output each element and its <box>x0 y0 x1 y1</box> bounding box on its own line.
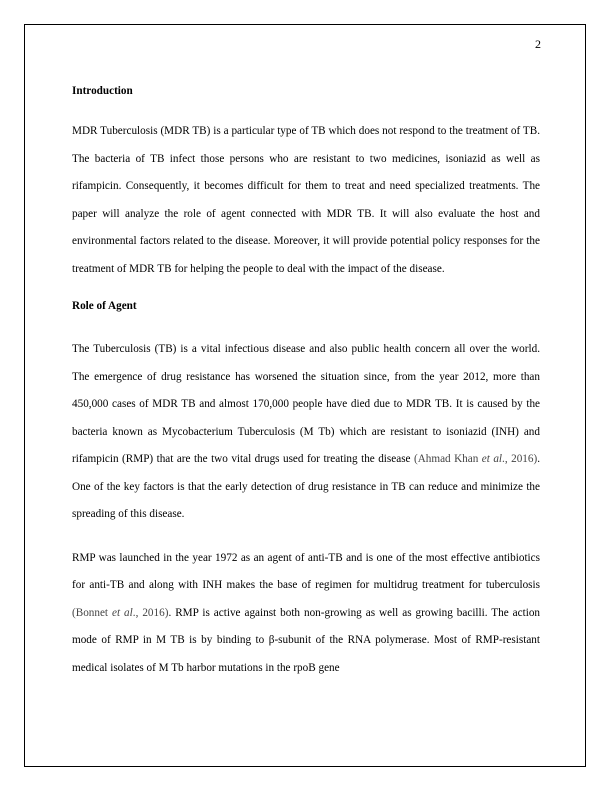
role-of-agent-heading: Role of Agent <box>72 300 137 312</box>
document-body <box>72 84 540 682</box>
role-of-agent-paragraph-1 <box>72 336 540 529</box>
paragraph-text: RMP was launched in the year 1972 as an agent of anti-TB and is one of the most effective antibiotics for anti-TB and along with INH makes the base of regimen for multidrug treatment for tuberculosis <box>72 551 540 591</box>
citation-et-al: et al <box>481 453 503 465</box>
citation <box>414 453 537 465</box>
page-number: 2 <box>535 37 541 51</box>
citation-author: (Ahmad Khan <box>413 453 482 465</box>
citation-author: (Bonnet <box>72 606 113 619</box>
introduction-heading: Introduction <box>72 85 133 97</box>
paragraph-text: The Tuberculosis (TB) is a vital infectious disease and also public health concern all over the world. The emergence of drug resistance has worsened the situation since, from the year 2012, more than 450,000 cases of MDR TB and almost 170,000 people have died due to MDR TB. It is caused by the bacteria known as Mycobacterium Tuberculosis (M Tb) which are resistant to isoniazid (INH) and rifampicin (RMP) that are the two vital drugs used for treating the disease <box>72 343 540 465</box>
citation-year: ., 2016) <box>132 606 169 619</box>
citation-et-al: et al <box>112 606 133 619</box>
citation-year: ., 2016) <box>502 453 538 465</box>
paragraph-text: . One of the key factors is that the early detection of drug resistance in TB can reduce and minimize the spreading of this disease. <box>72 453 540 520</box>
paragraph-text: . RMP is active against both non-growing as well as growing bacilli. The action mode of RMP in M TB is by binding to β-subunit of the RNA polymerase. Most of RMP-resistant medical isolates of M Tb harbor mutations in the rpoB gene <box>72 606 541 674</box>
citation <box>72 607 168 619</box>
introduction-paragraph: MDR Tuberculosis (MDR TB) is a particular type of TB which does not respond to the treatment of TB. The bacteria of TB infect those persons who are resistant to two medicines, isoniazid as well as rifampicin. Consequently, it becomes difficult for them to treat and need specialized treatments. The paper will analyze the role of agent connected with MDR TB. It will also evaluate the host and environmental factors related to the disease. Moreover, it will provide potential policy responses for the treatment of MDR TB for helping the people to deal with the impact of the disease. <box>72 125 540 275</box>
role-of-agent-paragraph-2 <box>72 545 540 683</box>
